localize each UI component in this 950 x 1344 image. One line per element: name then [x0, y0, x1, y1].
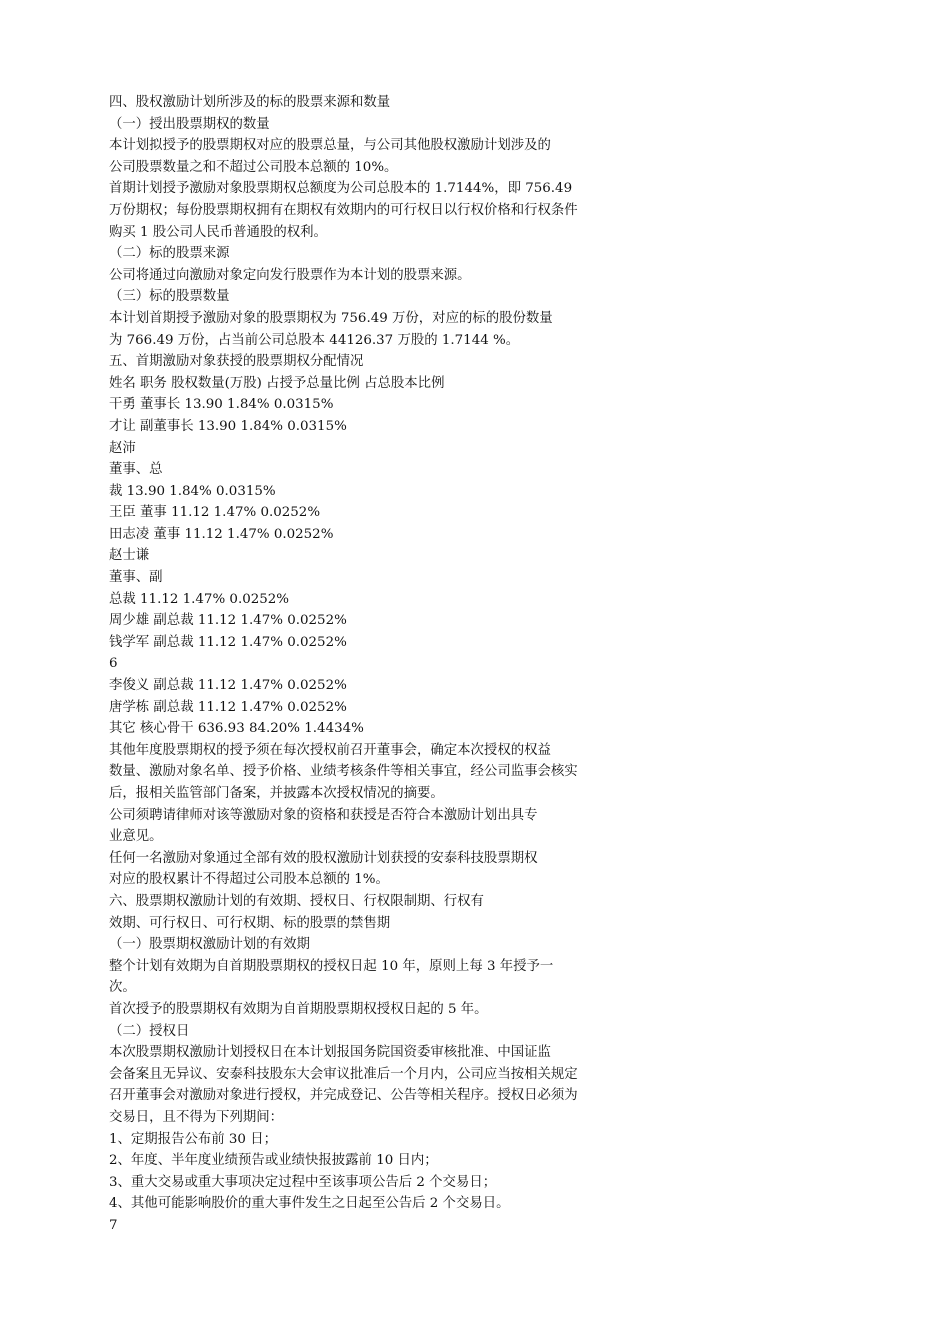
- text-line: 业意见。: [109, 829, 163, 845]
- text-line: 王臣 董事 11.12 1.47% 0.0252%: [109, 505, 321, 521]
- text-line: 公司股票数量之和不超过公司股本总额的 10%。: [109, 159, 398, 175]
- text-line: 2、年度、半年度业绩预告或业绩快报披露前 10 日内；: [109, 1153, 438, 1169]
- text-line: 其它 核心骨干 636.93 84.20% 1.4434%: [109, 721, 364, 737]
- text-line: （二）授权日: [109, 1023, 190, 1039]
- text-line: 为 766.49 万份，占当前公司总股本 44126.37 万股的 1.7144 %。: [109, 332, 520, 348]
- text-line: 4、其他可能影响股价的重大事件发生之日起至公告后 2 个交易日。: [109, 1196, 510, 1212]
- text-line: 购买 1 股公司人民币普通股的权利。: [109, 224, 327, 240]
- text-line: 姓名 职务 股权数量(万股) 占授予总量比例 占总股本比例: [109, 375, 445, 391]
- text-line: 对应的股权累计不得超过公司股本总额的 1%。: [109, 872, 389, 888]
- text-line: 其他年度股票期权的授予须在每次授权前召开董事会，确定本次授权的权益: [109, 742, 551, 758]
- text-line: 数量、激励对象名单、授予价格、业绩考核条件等相关事宜，经公司监事会核实: [109, 764, 578, 780]
- text-line: 首次授予的股票期权有效期为自首期股票期权授权日起的 5 年。: [109, 1001, 488, 1017]
- text-line: 召开董事会对激励对象进行授权，并完成登记、公告等相关程序。授权日必须为: [109, 1088, 578, 1104]
- text-line: 李俊义 副总裁 11.12 1.47% 0.0252%: [109, 678, 347, 694]
- text-line: （二）标的股票来源: [109, 246, 230, 262]
- text-line: 六、股票期权激励计划的有效期、授权日、行权限制期、行权有: [109, 893, 484, 909]
- text-line: 本计划首期授予激励对象的股票期权为 756.49 万份，对应的标的股份数量: [109, 310, 553, 326]
- text-line: 董事、副: [109, 570, 163, 586]
- text-line: 公司须聘请律师对该等激励对象的资格和获授是否符合本激励计划出具专: [109, 807, 538, 823]
- text-line: （三）标的股票数量: [109, 289, 230, 305]
- text-line: 四、股权激励计划所涉及的标的股票来源和数量: [109, 95, 391, 110]
- text-line: 五、首期激励对象获授的股票期权分配情况: [109, 354, 364, 370]
- text-line: 整个计划有效期为自首期股票期权的授权日起 10 年，原则上每 3 年授予一: [109, 958, 554, 974]
- text-line: 董事、总: [109, 462, 163, 478]
- document-body: [109, 92, 629, 1236]
- text-line: 公司将通过向激励对象定向发行股票作为本计划的股票来源。: [109, 267, 471, 283]
- text-line: 赵士谦: [109, 548, 150, 564]
- text-line: 交易日，且不得为下列期间：: [109, 1109, 284, 1125]
- text-line: 田志凌 董事 11.12 1.47% 0.0252%: [109, 526, 334, 542]
- text-line: 才让 副董事长 13.90 1.84% 0.0315%: [109, 418, 347, 434]
- text-line: 裁 13.90 1.84% 0.0315%: [109, 483, 276, 499]
- text-line: 万份期权；每份股票期权拥有在期权有效期内的可行权日以行权价格和行权条件: [109, 202, 578, 218]
- text-line: 首期计划授予激励对象股票期权总额度为公司总股本的 1.7144%，即 756.49: [109, 181, 573, 197]
- text-line: 效期、可行权日、可行权期、标的股票的禁售期: [109, 915, 391, 931]
- text-line: 钱学军 副总裁 11.12 1.47% 0.0252%: [109, 634, 347, 650]
- text-line: 本计划拟授予的股票期权对应的股票总量，与公司其他股权激励计划涉及的: [109, 138, 551, 154]
- text-line: （一）股票期权激励计划的有效期: [109, 937, 310, 953]
- text-line: 6: [109, 656, 118, 672]
- text-line: 次。: [109, 980, 136, 996]
- text-line: 本次股票期权激励计划授权日在本计划报国务院国资委审核批准、中国证监: [109, 1045, 551, 1061]
- text-line: 后，报相关监管部门备案，并披露本次授权情况的摘要。: [109, 786, 444, 801]
- text-line: 干勇 董事长 13.90 1.84% 0.0315%: [109, 397, 334, 413]
- text-line: 赵沛: [109, 440, 136, 456]
- text-line: （一）授出股票期权的数量: [109, 116, 270, 132]
- text-line: 周少雄 副总裁 11.12 1.47% 0.0252%: [109, 613, 347, 629]
- text-line: 会备案且无异议、安泰科技股东大会审议批准后一个月内，公司应当按相关规定: [109, 1066, 578, 1082]
- text-line: 3、重大交易或重大事项决定过程中至该事项公告后 2 个交易日；: [109, 1174, 497, 1190]
- text-line: 1、定期报告公布前 30 日；: [109, 1131, 277, 1147]
- text-line: 任何一名激励对象通过全部有效的股权激励计划获授的安泰科技股票期权: [109, 850, 538, 866]
- text-line: 7: [109, 1217, 118, 1233]
- text-line: 唐学栋 副总裁 11.12 1.47% 0.0252%: [109, 699, 347, 715]
- text-line: 总裁 11.12 1.47% 0.0252%: [109, 591, 290, 607]
